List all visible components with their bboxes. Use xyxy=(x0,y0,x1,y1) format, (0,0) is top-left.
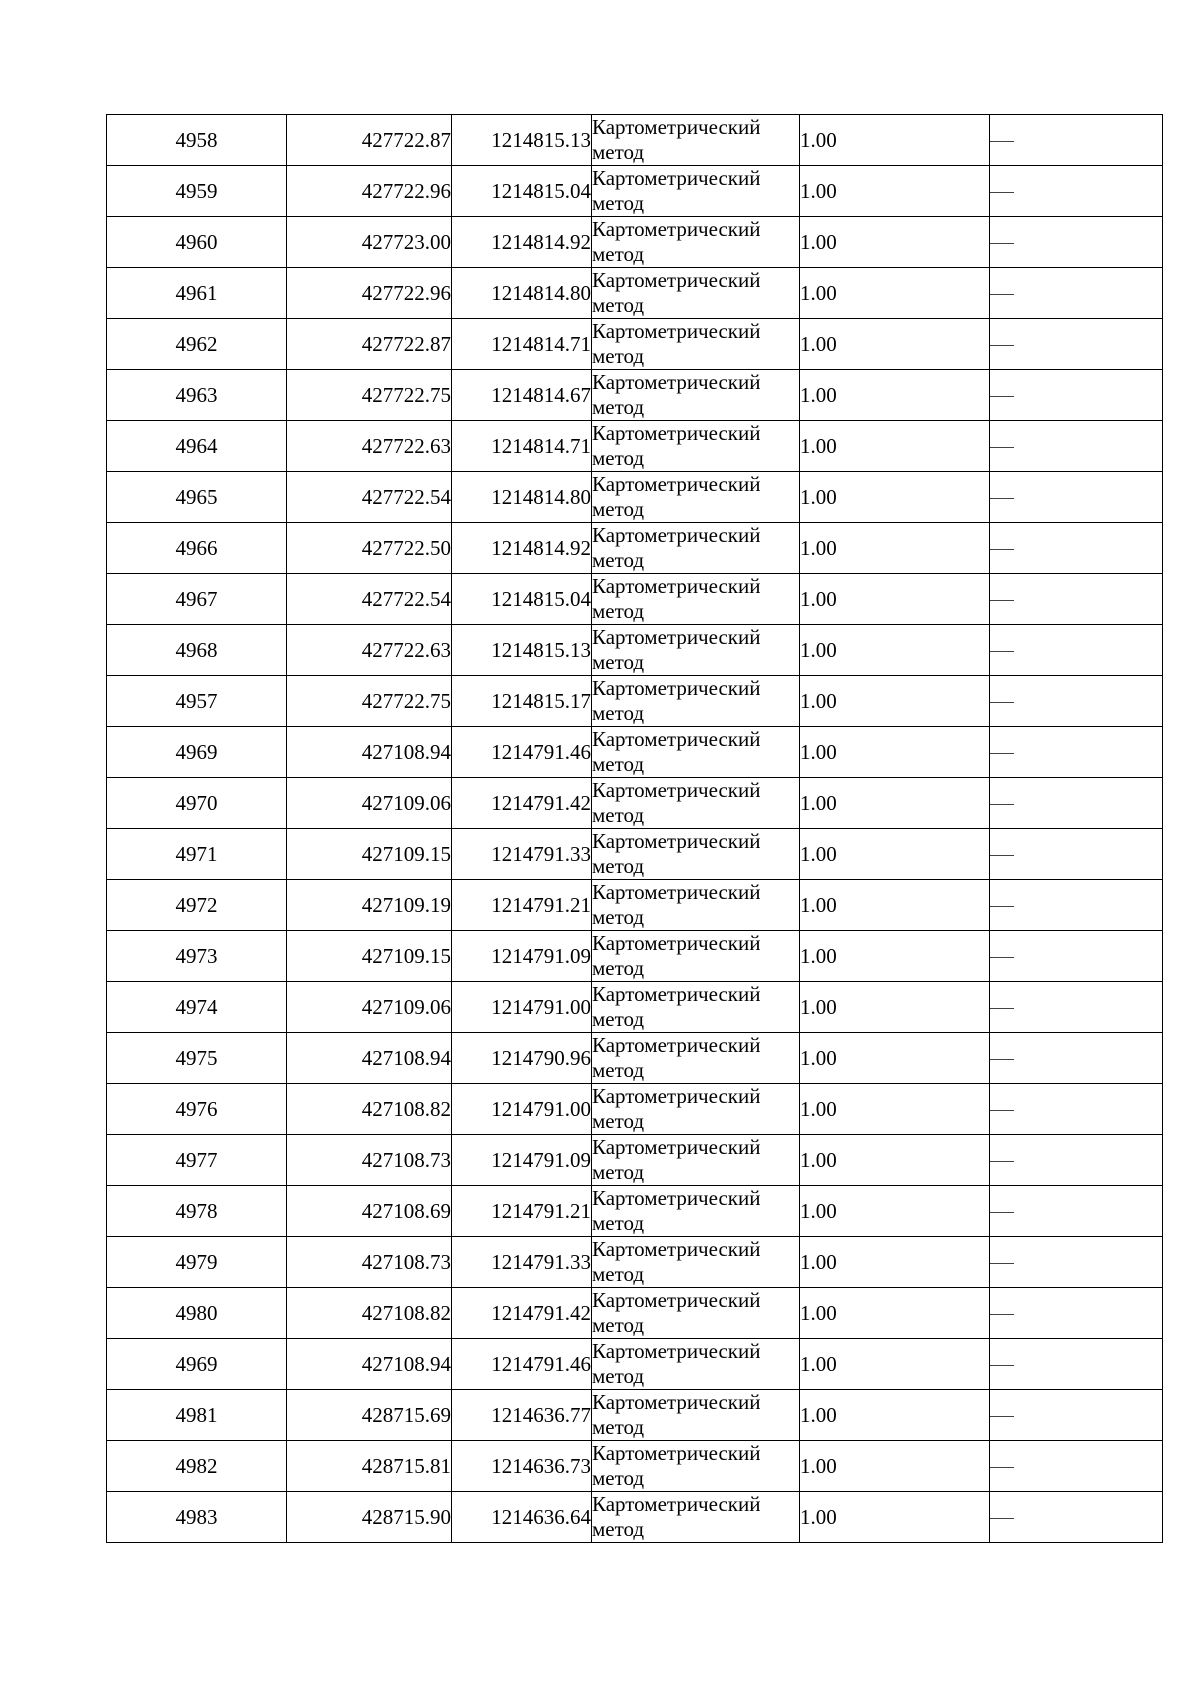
accuracy-cell: 1.00 xyxy=(800,625,990,676)
description-cell xyxy=(990,1492,1163,1543)
x-coordinate-cell: 428715.69 xyxy=(287,1390,452,1441)
point-number-cell: 4982 xyxy=(107,1441,287,1492)
y-coordinate-cell: 1214815.17 xyxy=(452,676,592,727)
point-number-cell: 4974 xyxy=(107,982,287,1033)
y-coordinate-cell: 1214791.21 xyxy=(452,1186,592,1237)
method-line-1: Картометрический xyxy=(592,676,761,700)
accuracy-cell: 1.00 xyxy=(800,1084,990,1135)
dash-icon xyxy=(990,1161,1014,1162)
method-line-2: метод xyxy=(592,344,645,368)
table-row xyxy=(107,1033,1163,1084)
table-row xyxy=(107,1135,1163,1186)
table-row xyxy=(107,217,1163,268)
x-coordinate-cell: 427722.54 xyxy=(287,574,452,625)
method-cell xyxy=(592,982,800,1033)
method-cell xyxy=(592,931,800,982)
method-line-2: метод xyxy=(592,1415,645,1439)
method-line-2: метод xyxy=(592,497,645,521)
method-cell xyxy=(592,778,800,829)
table-row xyxy=(107,625,1163,676)
description-cell xyxy=(990,778,1163,829)
dash-icon xyxy=(990,855,1014,856)
point-number-cell: 4968 xyxy=(107,625,287,676)
y-coordinate-cell: 1214791.09 xyxy=(452,1135,592,1186)
y-coordinate-cell: 1214791.46 xyxy=(452,727,592,778)
x-coordinate-cell: 427722.50 xyxy=(287,523,452,574)
point-number-cell: 4983 xyxy=(107,1492,287,1543)
point-number-cell: 4980 xyxy=(107,1288,287,1339)
description-cell xyxy=(990,1390,1163,1441)
dash-icon xyxy=(990,294,1014,295)
point-number-cell: 4960 xyxy=(107,217,287,268)
table-row xyxy=(107,982,1163,1033)
dash-icon xyxy=(990,906,1014,907)
description-cell xyxy=(990,115,1163,166)
point-number-cell: 4979 xyxy=(107,1237,287,1288)
table-row xyxy=(107,115,1163,166)
table-row xyxy=(107,1339,1163,1390)
point-number-cell: 4967 xyxy=(107,574,287,625)
method-line-2: метод xyxy=(592,395,645,419)
accuracy-cell: 1.00 xyxy=(800,1492,990,1543)
method-line-2: метод xyxy=(592,803,645,827)
x-coordinate-cell: 427108.82 xyxy=(287,1288,452,1339)
description-cell xyxy=(990,523,1163,574)
accuracy-cell: 1.00 xyxy=(800,421,990,472)
point-number-cell: 4978 xyxy=(107,1186,287,1237)
method-line-2: метод xyxy=(592,1109,645,1133)
x-coordinate-cell: 427722.87 xyxy=(287,319,452,370)
description-cell xyxy=(990,1441,1163,1492)
description-cell xyxy=(990,625,1163,676)
description-cell xyxy=(990,982,1163,1033)
method-line-1: Картометрический xyxy=(592,880,761,904)
accuracy-cell: 1.00 xyxy=(800,115,990,166)
accuracy-cell: 1.00 xyxy=(800,523,990,574)
dash-icon xyxy=(990,447,1014,448)
method-line-2: метод xyxy=(592,293,645,317)
x-coordinate-cell: 427722.63 xyxy=(287,421,452,472)
y-coordinate-cell: 1214815.04 xyxy=(452,166,592,217)
method-cell xyxy=(592,115,800,166)
dash-icon xyxy=(990,1059,1014,1060)
accuracy-cell: 1.00 xyxy=(800,982,990,1033)
method-line-1: Картометрический xyxy=(592,421,761,445)
y-coordinate-cell: 1214791.00 xyxy=(452,1084,592,1135)
x-coordinate-cell: 427108.69 xyxy=(287,1186,452,1237)
dash-icon xyxy=(990,1263,1014,1264)
table-row xyxy=(107,1390,1163,1441)
method-line-2: метод xyxy=(592,905,645,929)
y-coordinate-cell: 1214636.64 xyxy=(452,1492,592,1543)
y-coordinate-cell: 1214814.71 xyxy=(452,319,592,370)
method-line-1: Картометрический xyxy=(592,370,761,394)
point-number-cell: 4957 xyxy=(107,676,287,727)
x-coordinate-cell: 427108.94 xyxy=(287,1033,452,1084)
accuracy-cell: 1.00 xyxy=(800,217,990,268)
x-coordinate-cell: 428715.90 xyxy=(287,1492,452,1543)
method-line-1: Картометрический xyxy=(592,1135,761,1159)
method-line-1: Картометрический xyxy=(592,931,761,955)
dash-icon xyxy=(990,651,1014,652)
method-line-2: метод xyxy=(592,752,645,776)
dash-icon xyxy=(990,141,1014,142)
method-cell xyxy=(592,574,800,625)
method-line-2: метод xyxy=(592,1211,645,1235)
method-cell xyxy=(592,625,800,676)
point-number-cell: 4958 xyxy=(107,115,287,166)
x-coordinate-cell: 427722.87 xyxy=(287,115,452,166)
point-number-cell: 4969 xyxy=(107,1339,287,1390)
y-coordinate-cell: 1214791.09 xyxy=(452,931,592,982)
description-cell xyxy=(990,1033,1163,1084)
table-row xyxy=(107,880,1163,931)
point-number-cell: 4961 xyxy=(107,268,287,319)
dash-icon xyxy=(990,1518,1014,1519)
method-cell xyxy=(592,421,800,472)
method-cell xyxy=(592,1135,800,1186)
table-row xyxy=(107,676,1163,727)
method-line-1: Картометрический xyxy=(592,1339,761,1363)
method-cell xyxy=(592,268,800,319)
x-coordinate-cell: 427722.54 xyxy=(287,472,452,523)
method-line-2: метод xyxy=(592,1262,645,1286)
description-cell xyxy=(990,829,1163,880)
dash-icon xyxy=(990,345,1014,346)
method-line-2: метод xyxy=(592,446,645,470)
dash-icon xyxy=(990,1008,1014,1009)
method-cell xyxy=(592,217,800,268)
accuracy-cell: 1.00 xyxy=(800,370,990,421)
method-cell xyxy=(592,166,800,217)
coordinates-table xyxy=(106,114,1163,1543)
method-line-2: метод xyxy=(592,1058,645,1082)
x-coordinate-cell: 427109.06 xyxy=(287,778,452,829)
method-cell xyxy=(592,1441,800,1492)
point-number-cell: 4962 xyxy=(107,319,287,370)
method-cell xyxy=(592,523,800,574)
method-cell xyxy=(592,1390,800,1441)
accuracy-cell: 1.00 xyxy=(800,268,990,319)
method-line-2: метод xyxy=(592,650,645,674)
accuracy-cell: 1.00 xyxy=(800,931,990,982)
point-number-cell: 4965 xyxy=(107,472,287,523)
description-cell xyxy=(990,1288,1163,1339)
accuracy-cell: 1.00 xyxy=(800,1441,990,1492)
method-cell xyxy=(592,727,800,778)
dash-icon xyxy=(990,243,1014,244)
method-cell xyxy=(592,1237,800,1288)
description-cell xyxy=(990,1135,1163,1186)
dash-icon xyxy=(990,192,1014,193)
accuracy-cell: 1.00 xyxy=(800,1186,990,1237)
method-line-2: метод xyxy=(592,1160,645,1184)
method-line-2: метод xyxy=(592,854,645,878)
description-cell xyxy=(990,1186,1163,1237)
x-coordinate-cell: 427108.73 xyxy=(287,1237,452,1288)
dash-icon xyxy=(990,1314,1014,1315)
x-coordinate-cell: 427109.15 xyxy=(287,931,452,982)
accuracy-cell: 1.00 xyxy=(800,727,990,778)
method-line-1: Картометрический xyxy=(592,115,761,139)
description-cell xyxy=(990,727,1163,778)
description-cell xyxy=(990,217,1163,268)
dash-icon xyxy=(990,498,1014,499)
method-line-2: метод xyxy=(592,1517,645,1541)
accuracy-cell: 1.00 xyxy=(800,1237,990,1288)
point-number-cell: 4969 xyxy=(107,727,287,778)
method-line-2: метод xyxy=(592,1364,645,1388)
point-number-cell: 4963 xyxy=(107,370,287,421)
x-coordinate-cell: 427109.15 xyxy=(287,829,452,880)
dash-icon xyxy=(990,753,1014,754)
method-line-1: Картометрический xyxy=(592,778,761,802)
point-number-cell: 4977 xyxy=(107,1135,287,1186)
description-cell xyxy=(990,472,1163,523)
method-cell xyxy=(592,829,800,880)
method-cell xyxy=(592,1186,800,1237)
y-coordinate-cell: 1214791.46 xyxy=(452,1339,592,1390)
method-line-1: Картометрический xyxy=(592,1288,761,1312)
method-line-1: Картометрический xyxy=(592,1390,761,1414)
method-line-1: Картометрический xyxy=(592,727,761,751)
x-coordinate-cell: 427722.75 xyxy=(287,370,452,421)
dash-icon xyxy=(990,396,1014,397)
dash-icon xyxy=(990,1416,1014,1417)
method-line-1: Картометрический xyxy=(592,1237,761,1261)
method-line-2: метод xyxy=(592,956,645,980)
table-row xyxy=(107,931,1163,982)
point-number-cell: 4973 xyxy=(107,931,287,982)
method-cell xyxy=(592,1084,800,1135)
y-coordinate-cell: 1214636.77 xyxy=(452,1390,592,1441)
y-coordinate-cell: 1214814.67 xyxy=(452,370,592,421)
y-coordinate-cell: 1214814.92 xyxy=(452,523,592,574)
table-row xyxy=(107,166,1163,217)
accuracy-cell: 1.00 xyxy=(800,472,990,523)
point-number-cell: 4970 xyxy=(107,778,287,829)
x-coordinate-cell: 427722.96 xyxy=(287,166,452,217)
method-cell xyxy=(592,370,800,421)
description-cell xyxy=(990,1339,1163,1390)
description-cell xyxy=(990,268,1163,319)
accuracy-cell: 1.00 xyxy=(800,1135,990,1186)
method-line-1: Картометрический xyxy=(592,1033,761,1057)
method-line-1: Картометрический xyxy=(592,166,761,190)
y-coordinate-cell: 1214791.33 xyxy=(452,829,592,880)
description-cell xyxy=(990,931,1163,982)
method-line-1: Картометрический xyxy=(592,1492,761,1516)
table-row xyxy=(107,421,1163,472)
table-row xyxy=(107,1288,1163,1339)
description-cell xyxy=(990,1084,1163,1135)
method-line-2: метод xyxy=(592,242,645,266)
description-cell xyxy=(990,574,1163,625)
table-row xyxy=(107,523,1163,574)
accuracy-cell: 1.00 xyxy=(800,1339,990,1390)
method-cell xyxy=(592,1033,800,1084)
accuracy-cell: 1.00 xyxy=(800,1033,990,1084)
y-coordinate-cell: 1214636.73 xyxy=(452,1441,592,1492)
method-cell xyxy=(592,1339,800,1390)
accuracy-cell: 1.00 xyxy=(800,880,990,931)
y-coordinate-cell: 1214791.00 xyxy=(452,982,592,1033)
accuracy-cell: 1.00 xyxy=(800,166,990,217)
method-line-2: метод xyxy=(592,548,645,572)
x-coordinate-cell: 427108.94 xyxy=(287,1339,452,1390)
y-coordinate-cell: 1214791.21 xyxy=(452,880,592,931)
description-cell xyxy=(990,370,1163,421)
method-line-2: метод xyxy=(592,599,645,623)
table-row xyxy=(107,472,1163,523)
accuracy-cell: 1.00 xyxy=(800,319,990,370)
y-coordinate-cell: 1214814.80 xyxy=(452,472,592,523)
y-coordinate-cell: 1214814.71 xyxy=(452,421,592,472)
table-row xyxy=(107,1237,1163,1288)
x-coordinate-cell: 427723.00 xyxy=(287,217,452,268)
table-row xyxy=(107,319,1163,370)
method-line-2: метод xyxy=(592,1313,645,1337)
method-cell xyxy=(592,880,800,931)
accuracy-cell: 1.00 xyxy=(800,778,990,829)
table-row xyxy=(107,829,1163,880)
x-coordinate-cell: 427108.94 xyxy=(287,727,452,778)
description-cell xyxy=(990,676,1163,727)
x-coordinate-cell: 427108.73 xyxy=(287,1135,452,1186)
method-cell xyxy=(592,1288,800,1339)
x-coordinate-cell: 427722.96 xyxy=(287,268,452,319)
method-line-1: Картометрический xyxy=(592,268,761,292)
dash-icon xyxy=(990,702,1014,703)
point-number-cell: 4975 xyxy=(107,1033,287,1084)
method-cell xyxy=(592,1492,800,1543)
method-line-1: Картометрический xyxy=(592,574,761,598)
method-line-1: Картометрический xyxy=(592,472,761,496)
y-coordinate-cell: 1214815.13 xyxy=(452,115,592,166)
table-row xyxy=(107,1084,1163,1135)
method-line-1: Картометрический xyxy=(592,319,761,343)
point-number-cell: 4959 xyxy=(107,166,287,217)
accuracy-cell: 1.00 xyxy=(800,574,990,625)
method-line-2: метод xyxy=(592,1007,645,1031)
method-line-1: Картометрический xyxy=(592,982,761,1006)
method-line-1: Картометрический xyxy=(592,625,761,649)
method-line-1: Картометрический xyxy=(592,1441,761,1465)
y-coordinate-cell: 1214815.04 xyxy=(452,574,592,625)
dash-icon xyxy=(990,600,1014,601)
dash-icon xyxy=(990,804,1014,805)
y-coordinate-cell: 1214791.42 xyxy=(452,1288,592,1339)
accuracy-cell: 1.00 xyxy=(800,1288,990,1339)
x-coordinate-cell: 427722.75 xyxy=(287,676,452,727)
point-number-cell: 4971 xyxy=(107,829,287,880)
point-number-cell: 4972 xyxy=(107,880,287,931)
y-coordinate-cell: 1214790.96 xyxy=(452,1033,592,1084)
y-coordinate-cell: 1214815.13 xyxy=(452,625,592,676)
method-line-2: метод xyxy=(592,1466,645,1490)
x-coordinate-cell: 427109.06 xyxy=(287,982,452,1033)
description-cell xyxy=(990,421,1163,472)
dash-icon xyxy=(990,1110,1014,1111)
description-cell xyxy=(990,1237,1163,1288)
x-coordinate-cell: 427108.82 xyxy=(287,1084,452,1135)
dash-icon xyxy=(990,957,1014,958)
method-cell xyxy=(592,319,800,370)
method-cell xyxy=(592,472,800,523)
accuracy-cell: 1.00 xyxy=(800,829,990,880)
table-row xyxy=(107,1492,1163,1543)
description-cell xyxy=(990,166,1163,217)
method-line-2: метод xyxy=(592,191,645,215)
coordinates-table-body xyxy=(107,115,1163,1543)
point-number-cell: 4976 xyxy=(107,1084,287,1135)
table-row xyxy=(107,370,1163,421)
point-number-cell: 4964 xyxy=(107,421,287,472)
table-row xyxy=(107,268,1163,319)
description-cell xyxy=(990,880,1163,931)
point-number-cell: 4966 xyxy=(107,523,287,574)
description-cell xyxy=(990,319,1163,370)
y-coordinate-cell: 1214814.92 xyxy=(452,217,592,268)
table-row xyxy=(107,574,1163,625)
method-line-1: Картометрический xyxy=(592,217,761,241)
table-row xyxy=(107,727,1163,778)
dash-icon xyxy=(990,549,1014,550)
x-coordinate-cell: 428715.81 xyxy=(287,1441,452,1492)
accuracy-cell: 1.00 xyxy=(800,676,990,727)
method-line-2: метод xyxy=(592,140,645,164)
x-coordinate-cell: 427722.63 xyxy=(287,625,452,676)
dash-icon xyxy=(990,1467,1014,1468)
table-row xyxy=(107,1186,1163,1237)
point-number-cell: 4981 xyxy=(107,1390,287,1441)
accuracy-cell: 1.00 xyxy=(800,1390,990,1441)
x-coordinate-cell: 427109.19 xyxy=(287,880,452,931)
y-coordinate-cell: 1214814.80 xyxy=(452,268,592,319)
method-cell xyxy=(592,676,800,727)
dash-icon xyxy=(990,1365,1014,1366)
table-row xyxy=(107,778,1163,829)
method-line-1: Картометрический xyxy=(592,1084,761,1108)
method-line-1: Картометрический xyxy=(592,829,761,853)
table-row xyxy=(107,1441,1163,1492)
y-coordinate-cell: 1214791.42 xyxy=(452,778,592,829)
method-line-1: Картометрический xyxy=(592,523,761,547)
method-line-2: метод xyxy=(592,701,645,725)
dash-icon xyxy=(990,1212,1014,1213)
y-coordinate-cell: 1214791.33 xyxy=(452,1237,592,1288)
method-line-1: Картометрический xyxy=(592,1186,761,1210)
